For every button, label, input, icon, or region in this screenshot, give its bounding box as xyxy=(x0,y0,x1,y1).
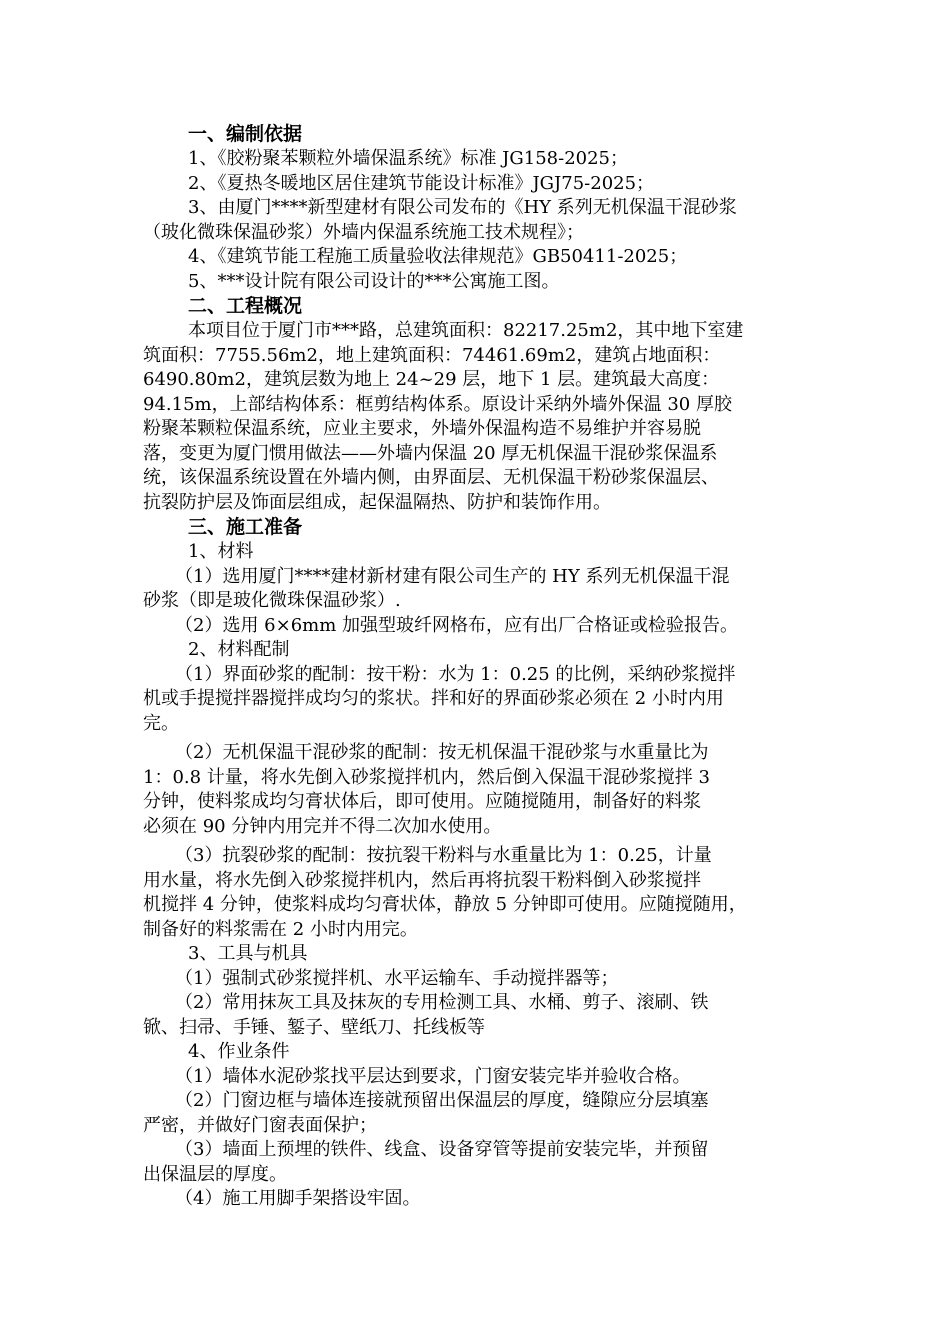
basis-item-4: 4、《建筑节能工程施工质量验收法律规范》GB50411-2025； xyxy=(188,246,688,267)
document-page xyxy=(143,122,823,1212)
section-heading-preparation: 三、施工准备 xyxy=(188,516,303,538)
subsection-title-conditions: 4、作业条件 xyxy=(188,1041,290,1062)
overview-line: 94.15m，上部结构体系：框剪结构体系。原设计采纳外墙外保温 30 厚胶 xyxy=(143,393,732,415)
basis-item-5: 5、***设计院有限公司设计的***公寓施工图。 xyxy=(188,270,560,292)
mixing-para-1-line: （1）界面砂浆的配制：按干粉：水为 1：0.25 的比例，采纳砂浆搅拌 xyxy=(175,663,736,685)
materials-item-2: （2）选用 6×6mm 加强型玻纤网格布，应有出厂合格证或检验报告。 xyxy=(175,614,739,636)
conditions-item-2: （2）门窗边框与墙体连接就预留出保温层的厚度，缝隙应分层填塞 xyxy=(175,1090,709,1111)
overview-line: 6490.80m2，建筑层数为地上 24~29 层，地下 1 层。建筑最大高度： xyxy=(143,369,720,390)
mixing-para-2-line: 分钟，使料浆成均匀膏状体后，即可使用。应随搅随用，制备好的料浆 xyxy=(143,791,701,812)
mixing-para-2-line: 1：0.8 计量，将水先倒入砂浆搅拌机内，然后倒入保温干混砂浆搅拌 3 xyxy=(143,766,710,788)
subsection-title-materials: 1、材料 xyxy=(188,541,254,562)
materials-item-1: （1）选用厦门****建材新材建有限公司生产的 HY 系列无机保温干混 xyxy=(175,565,730,587)
tools-item-2: （2）常用抹灰工具及抹灰的专用检测工具、水桶、剪子、滚刷、铁 xyxy=(175,992,709,1013)
overview-line: 抗裂防护层及饰面层组成，起保温隔热、防护和装饰作用。 xyxy=(143,491,611,513)
section-heading-basis: 一、编制依据 xyxy=(188,123,303,145)
conditions-item-1: （1）墙体水泥砂浆找平层达到要求，门窗安装完毕并验收合格。 xyxy=(175,1065,691,1087)
conditions-item-3-cont: 出保温层的厚度。 xyxy=(143,1163,287,1185)
tools-item-1: （1）强制式砂浆搅拌机、水平运输车、手动搅拌器等； xyxy=(175,967,619,989)
overview-line: 本项目位于厦门市***路，总建筑面积：82217.25m2，其中地下室建 xyxy=(188,320,744,341)
conditions-item-2-cont: 严密，并做好门窗表面保护； xyxy=(143,1114,377,1136)
mixing-para-2-line: 必须在 90 分钟内用完并不得二次加水使用。 xyxy=(143,815,502,837)
mixing-para-3-line: 机搅拌 4 分钟，使浆料成均匀膏状体，静放 5 分钟即可使用。应随搅随用， xyxy=(143,894,747,915)
basis-item-2: 2、《夏热冬暖地区居住建筑节能设计标准》JGJ75-2025； xyxy=(188,172,655,194)
mixing-para-3-line: 制备好的料浆需在 2 小时内用完。 xyxy=(143,918,418,940)
conditions-item-4: （4）施工用脚手架搭设牢固。 xyxy=(175,1188,421,1209)
overview-line: 统，该保温系统设置在外墙内侧，由界面层、无机保温干粉砂浆保温层、 xyxy=(143,467,719,488)
mixing-para-1-line: 机或手提搅拌器搅拌成均匀的浆状。拌和好的界面砂浆必须在 2 小时内用 xyxy=(143,688,724,709)
tools-item-2-cont: 锨、扫帚、手锤、錾子、壁纸刀、托线板等 xyxy=(143,1016,485,1038)
mixing-para-1-line: 完。 xyxy=(143,712,179,734)
overview-line: 落，变更为厦门惯用做法——外墙内保温 20 厚无机保温干混砂浆保温系 xyxy=(143,442,718,464)
mixing-para-2-line: （2）无机保温干混砂浆的配制：按无机保温干混砂浆与水重量比为 xyxy=(175,742,709,763)
basis-item-3-cont: （玻化微珠保温砂浆）外墙内保温系统施工技术规程》； xyxy=(143,221,584,243)
mixing-para-3-line: （3）抗裂砂浆的配制：按抗裂干粉料与水重量比为 1：0.25，计量 xyxy=(175,845,712,866)
basis-item-3: 3、由厦门****新型建材有限公司发布的《HY 系列无机保温干混砂浆 xyxy=(188,197,737,218)
mixing-para-3-line: 用水量，将水先倒入砂浆搅拌机内，然后再将抗裂干粉料倒入砂浆搅拌 xyxy=(143,869,701,891)
section-heading-overview: 二、工程概况 xyxy=(188,295,303,317)
materials-item-1-cont: 砂浆（即是玻化微珠保温砂浆）. xyxy=(143,590,401,611)
subsection-title-mixing: 2、材料配制 xyxy=(188,639,290,660)
overview-line: 粉聚苯颗粒保温系统，应业主要求，外墙外保温构造不易维护并容易脱 xyxy=(143,418,701,439)
basis-item-1: 1、《胶粉聚苯颗粒外墙保温系统》标准 JG158-2025； xyxy=(188,148,629,169)
conditions-item-3: （3）墙面上预埋的铁件、线盒、设备穿管等提前安装完毕，并预留 xyxy=(175,1139,709,1160)
overview-line: 筑面积：7755.56m2，地上建筑面积：74461.69m2，建筑占地面积： xyxy=(143,344,721,366)
subsection-title-tools: 3、工具与机具 xyxy=(188,943,308,964)
